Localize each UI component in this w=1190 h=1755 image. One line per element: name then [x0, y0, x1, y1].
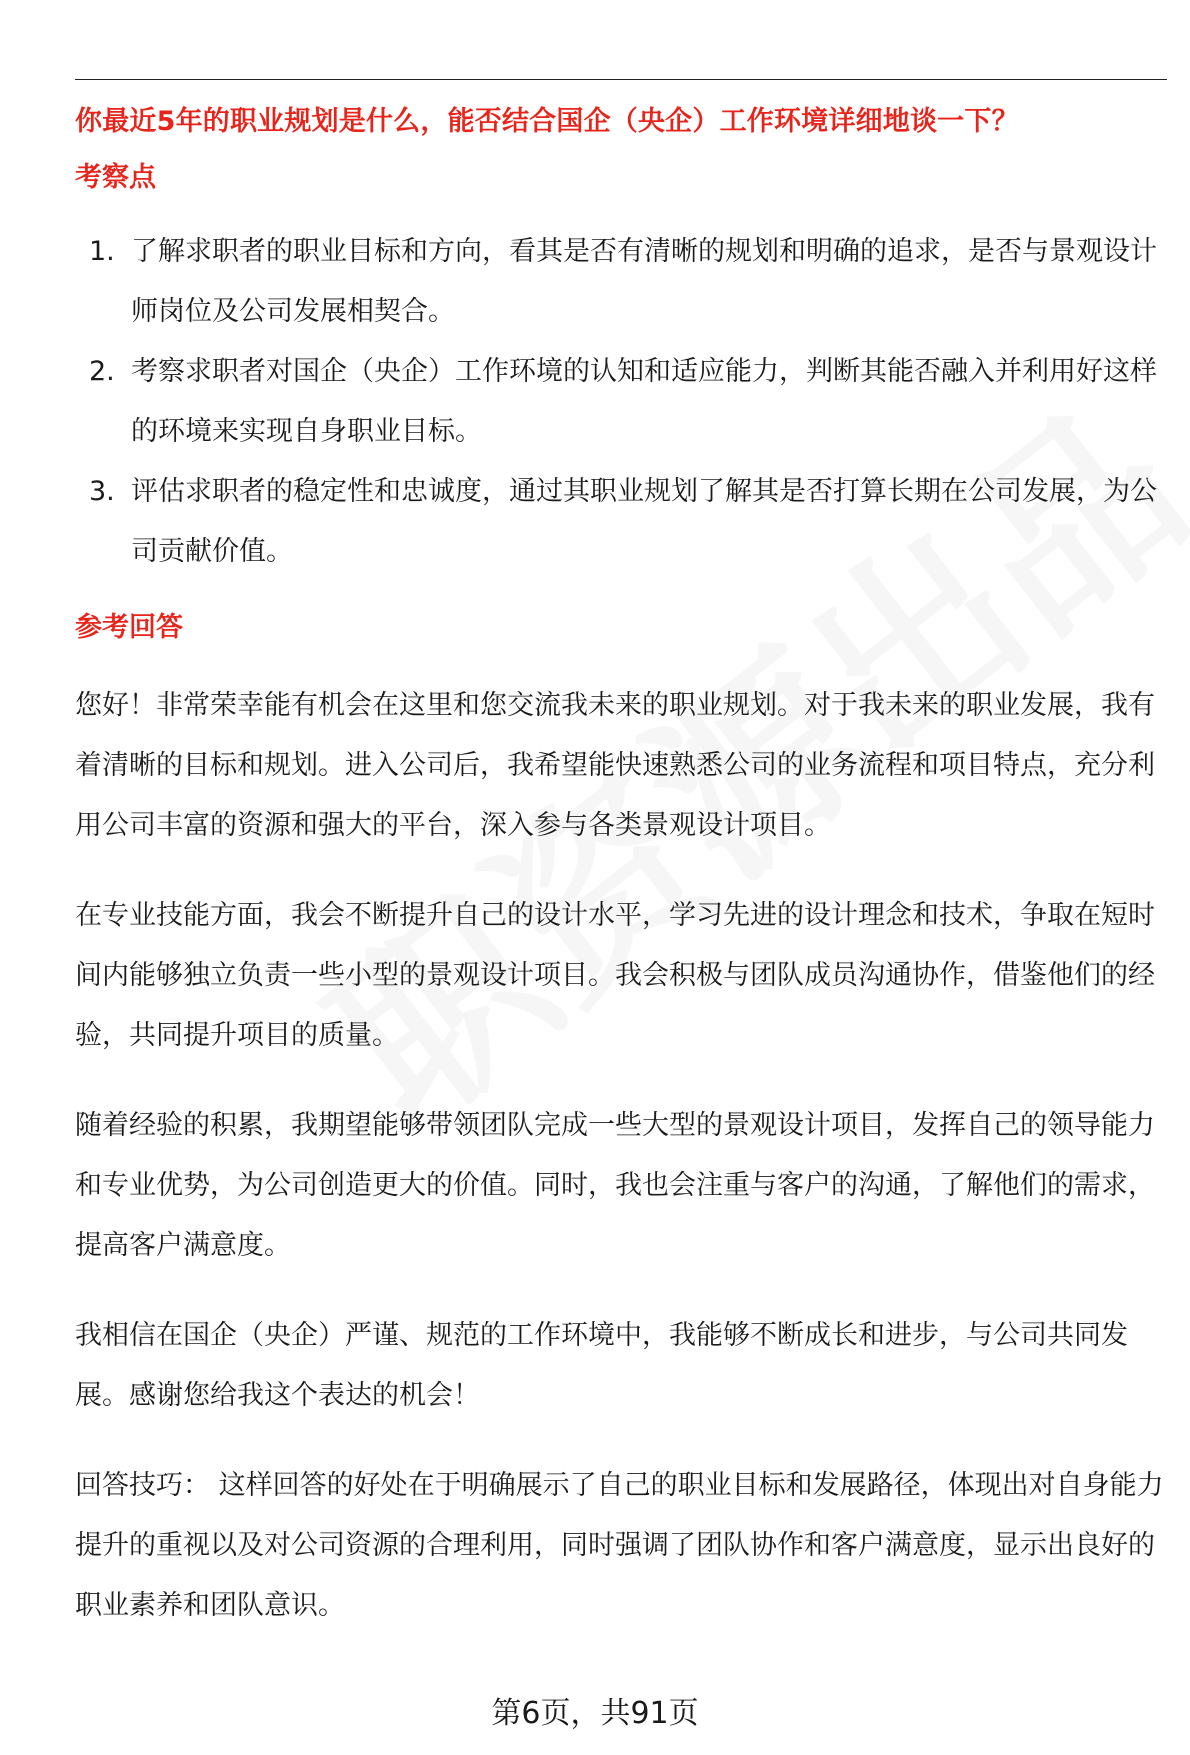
- item-number: 1.: [89, 236, 115, 267]
- page-content: [75, 96, 1167, 1636]
- item-number: 2.: [89, 356, 115, 387]
- assessment-list: [75, 222, 1167, 582]
- top-rule: [75, 79, 1167, 80]
- answer-heading: 参考回答: [75, 612, 183, 643]
- answer-paragraph: 您好！非常荣幸能有机会在这里和您交流我未来的职业规划。对于我未来的职业发展，我有着清晰的目标和规划。进入公司后，我希望能快速熟悉公司的业务流程和项目特点，充分利用公司丰富的资源和强大的平台，深入参与各类景观设计项目。: [75, 690, 1155, 841]
- page-number: 第6页，共91页: [491, 1696, 699, 1731]
- assessment-item: [75, 462, 1167, 582]
- assessment-item: [75, 222, 1167, 342]
- item-text: 评估求职者的稳定性和忠诚度，通过其职业规划了解其是否打算长期在公司发展，为公司贡献价值。: [131, 476, 1157, 567]
- assessment-item: [75, 342, 1167, 462]
- item-text: 了解求职者的职业目标和方向，看其是否有清晰的规划和明确的追求，是否与景观设计师岗位及公司发展相契合。: [131, 236, 1157, 327]
- item-number: 3.: [89, 476, 115, 507]
- answer-paragraph: 我相信在国企（央企）严谨、规范的工作环境中，我能够不断成长和进步，与公司共同发展。感谢您给我这个表达的机会！: [75, 1320, 1128, 1411]
- answer-paragraph: 在专业技能方面，我会不断提升自己的设计水平，学习先进的设计理念和技术，争取在短时间内能够独立负责一些小型的景观设计项目。我会积极与团队成员沟通协作，借鉴他们的经验，共同提升项目的质量。: [75, 900, 1155, 1051]
- assessment-heading: 考察点: [75, 162, 156, 193]
- item-text: 考察求职者对国企（央企）工作环境的认知和适应能力，判断其能否融入并利用好这样的环境来实现自身职业目标。: [131, 356, 1157, 447]
- question-title: 你最近5年的职业规划是什么，能否结合国企（央企）工作环境详细地谈一下？: [75, 106, 1019, 137]
- answer-tips: 回答技巧： 这样回答的好处在于明确展示了自己的职业目标和发展路径，体现出对自身能力提升的重视以及对公司资源的合理利用，同时强调了团队协作和客户满意度，显示出良好的职业素养和团队意识。: [75, 1470, 1164, 1621]
- answer-paragraph: 随着经验的积累，我期望能够带领团队完成一些大型的景观设计项目，发挥自己的领导能力和专业优势，为公司创造更大的价值。同时，我也会注重与客户的沟通，了解他们的需求，提高客户满意度。: [75, 1110, 1155, 1261]
